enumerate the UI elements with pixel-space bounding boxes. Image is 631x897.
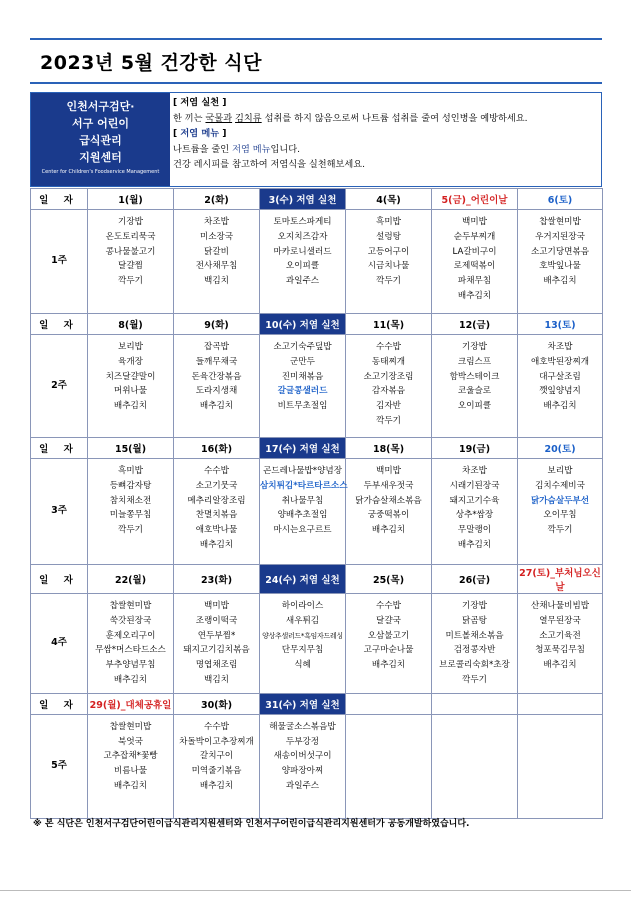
menu-item: 고등어구이 xyxy=(367,246,410,257)
menu-item: 오이피클 xyxy=(285,261,320,272)
menu-row xyxy=(31,459,603,565)
menu-cell xyxy=(346,459,432,565)
menu-cell xyxy=(346,335,432,438)
bottom-rule xyxy=(0,890,631,891)
menu-item: 오이피클 xyxy=(457,401,492,412)
footnote: ※ 본 식단은 인천서구검단어린이급식관리지원센터와 인천서구어린이급식관리지원센터가 공동개발하였습니다. xyxy=(33,819,470,829)
menu-item: 수수밥 xyxy=(376,601,401,611)
menu-item: 차조밥 xyxy=(462,466,487,476)
menu-cell xyxy=(518,210,603,314)
menu-item: 들깨무채국 xyxy=(195,356,238,367)
menu-item: 배추김치 xyxy=(199,539,234,550)
menu-item: 찹쌀현미밥 xyxy=(109,601,152,611)
date-cell: 16(화) xyxy=(174,438,260,459)
menu-cell xyxy=(174,459,260,565)
date-cell: 23(화) xyxy=(174,565,260,594)
menu-item: 머위나물 xyxy=(113,386,148,397)
date-cell: 2(화) xyxy=(174,189,260,210)
date-header-row xyxy=(31,565,603,594)
menu-item: 달걀찜 xyxy=(118,261,143,272)
menu-item: 흑미밥 xyxy=(376,217,401,227)
info-box xyxy=(30,92,602,187)
menu-item: 배추김치 xyxy=(457,539,492,550)
menu-item: 조랭이떡국 xyxy=(195,615,238,626)
menu-item: 크림스프 xyxy=(457,356,492,367)
menu-cell xyxy=(260,594,346,694)
menu-item: 보리밥 xyxy=(118,342,143,352)
menu-item: 두부강정 xyxy=(285,736,320,747)
note-underline-kimchi: 김치류 xyxy=(235,112,262,124)
menu-item: 미역줄기볶음 xyxy=(191,766,242,777)
menu-item: 진미채볶음 xyxy=(281,371,324,382)
menu-item: 고추잡채*꽃빵 xyxy=(103,751,158,762)
date-cell: 5(금)_어린이날 xyxy=(432,189,518,210)
menu-item: 차돌박이고추장찌개 xyxy=(179,736,254,747)
menu-item: 닭갈비 xyxy=(204,246,229,257)
menu-cell xyxy=(174,210,260,314)
menu-item: 백미밥 xyxy=(376,466,401,476)
menu-item: 돼지고기수육 xyxy=(449,495,500,506)
note-text: 입니다. xyxy=(270,143,301,155)
day-label-cell: 일 자 xyxy=(31,189,88,210)
menu-item: 군만두 xyxy=(290,356,315,367)
menu-cell xyxy=(432,335,518,438)
menu-item: 해물굴소스볶음밥 xyxy=(269,721,336,732)
menu-cell xyxy=(88,594,174,694)
menu-item: 잡곡밥 xyxy=(204,342,229,352)
menu-cell xyxy=(260,335,346,438)
menu-item: 차조밥 xyxy=(547,342,573,352)
date-cell: 6(토) xyxy=(518,189,603,210)
menu-item: 양배추초절임 xyxy=(277,510,328,521)
menu-cell xyxy=(432,459,518,565)
day-label-cell: 일 자 xyxy=(31,438,88,459)
note-highlight: 저염 메뉴 xyxy=(232,143,271,155)
page-title: 2023년 5월 건강한 식단 xyxy=(40,52,262,74)
note-bracket: ] xyxy=(219,128,227,139)
menu-item: 배추김치 xyxy=(113,401,148,412)
menu-row xyxy=(31,210,603,314)
menu-item: 깍두기 xyxy=(462,674,487,685)
date-cell: 30(화) xyxy=(174,693,260,714)
menu-item: 미소장국 xyxy=(199,231,234,242)
menu-item: 백김치 xyxy=(204,674,229,685)
date-cell: 11(목) xyxy=(346,314,432,335)
menu-item: 온도토리묵국 xyxy=(105,231,156,242)
note-heading-word: 저염 메뉴 xyxy=(180,128,220,139)
menu-item: 오이무침 xyxy=(543,510,577,521)
menu-item: 과일주스 xyxy=(285,780,320,791)
menu-item: 닭가슴살채소볶음 xyxy=(355,495,422,506)
menu-item: 깍두기 xyxy=(376,276,401,287)
title-underline xyxy=(30,82,602,84)
note-line-3: 건강 레시피를 참고하여 저염식을 실천해보세요. xyxy=(173,159,366,170)
menu-item: 새송이버섯구이 xyxy=(273,751,332,762)
menu-item: 돈육간장볶음 xyxy=(191,371,242,382)
menu-cell xyxy=(518,459,603,565)
date-header-row xyxy=(31,314,603,335)
menu-item: 양상추샐러드*흑임자드레싱 xyxy=(262,631,343,640)
menu-item: 소고기뭇국 xyxy=(195,480,238,491)
menu-item: 기장밥 xyxy=(462,601,487,611)
date-cell: 19(금) xyxy=(432,438,518,459)
menu-item: 배추김치 xyxy=(457,290,492,301)
menu-item: 양파장아찌 xyxy=(281,766,324,777)
menu-item: LA갈비구이 xyxy=(452,246,497,257)
note-heading-menu xyxy=(173,126,598,142)
date-cell: 24(수) 저염 실천 xyxy=(260,565,346,594)
date-cell: 3(수) 저염 실천 xyxy=(260,189,346,210)
org-subtitle: Center for Children's Foodservice Management xyxy=(41,169,160,175)
menu-item: 기장밥 xyxy=(462,342,487,352)
menu-cell xyxy=(174,335,260,438)
menu-item: 백미밥 xyxy=(204,601,229,611)
week-label: 3주 xyxy=(31,459,88,565)
menu-item: 깍두기 xyxy=(118,525,143,536)
note-bracket: [ xyxy=(173,128,181,139)
date-cell xyxy=(346,693,432,714)
menu-item: 고구마순나물 xyxy=(363,645,414,656)
menu-item: 시금치나물 xyxy=(367,261,410,272)
menu-item: 찹쌀현미밥 xyxy=(539,217,581,227)
org-line-2: 서구 어린이 xyxy=(72,117,129,130)
menu-table xyxy=(30,188,603,819)
menu-item: 소고기장조림 xyxy=(363,371,414,382)
menu-cell xyxy=(346,210,432,314)
date-header-row xyxy=(31,693,603,714)
menu-cell xyxy=(518,714,603,818)
menu-item: 산채나물비빔밥 xyxy=(530,601,590,611)
day-label-cell: 일 자 xyxy=(31,693,88,714)
menu-item: 우거지된장국 xyxy=(535,231,585,242)
menu-cell xyxy=(174,714,260,818)
menu-row xyxy=(31,594,603,694)
menu-item: 취나물무침 xyxy=(281,495,324,506)
menu-cell xyxy=(260,459,346,565)
menu-item: 찬멸치볶음 xyxy=(195,510,238,521)
note-heading-practice: [ 저염 실천 ] xyxy=(173,97,227,108)
menu-item: 시래기된장국 xyxy=(449,480,500,491)
menu-item: 애호박나물 xyxy=(195,525,238,536)
menu-item: 참치채소전 xyxy=(109,495,152,506)
date-cell xyxy=(432,693,518,714)
menu-item: 미트볼채소볶음 xyxy=(445,630,504,641)
menu-item: 치즈달걀말이 xyxy=(105,371,156,382)
menu-item: 돼지고기김치볶음 xyxy=(183,645,250,656)
menu-item: 동태찌개 xyxy=(371,356,406,367)
date-cell: 20(토) xyxy=(518,438,603,459)
menu-item: 오지치즈감자 xyxy=(277,231,328,242)
menu-item: 부추양념무침 xyxy=(105,660,156,671)
menu-item: 배추김치 xyxy=(543,401,577,412)
menu-item: 백미밥 xyxy=(462,217,487,227)
menu-item: 감자볶음 xyxy=(371,386,406,397)
menu-item: 함박스테이크 xyxy=(449,371,500,382)
menu-item: 무쌈*머스타드소스 xyxy=(95,645,166,656)
menu-row xyxy=(31,714,603,818)
org-line-3: 급식관리 xyxy=(79,134,122,147)
date-cell: 31(수) 저염 실천 xyxy=(260,693,346,714)
menu-item: 소고기당면볶음 xyxy=(530,246,590,257)
menu-cell xyxy=(260,210,346,314)
menu-item: 소고기숙주덮밥 xyxy=(273,342,332,352)
menu-item: 수수밥 xyxy=(204,466,229,476)
menu-item: 쑥갓된장국 xyxy=(109,615,152,626)
menu-item: 파채무침 xyxy=(457,276,492,287)
week-label: 2주 xyxy=(31,335,88,438)
menu-item: 로제떡볶이 xyxy=(453,261,496,272)
menu-item: 깍두기 xyxy=(376,415,401,426)
menu-item: 삼치튀김*타르타르소스 xyxy=(260,480,348,491)
menu-item: 백김치 xyxy=(204,276,229,287)
menu-item: 차조밥 xyxy=(204,217,229,227)
menu-item: 흑미밥 xyxy=(118,466,143,476)
menu-cell xyxy=(174,594,260,694)
menu-item: 곤드레나물밥*양념장 xyxy=(262,466,342,476)
menu-item: 청포묵김무침 xyxy=(535,645,585,656)
org-badge xyxy=(31,93,170,186)
menu-item: 열무된장국 xyxy=(539,615,581,626)
menu-item: 김치수제비국 xyxy=(535,480,585,491)
menu-item: 배추김치 xyxy=(113,674,148,685)
low-salt-notes xyxy=(173,95,598,173)
menu-cell xyxy=(346,594,432,694)
menu-item: 토마토스파게티 xyxy=(273,217,332,227)
menu-item: 궁중떡볶이 xyxy=(367,510,410,521)
menu-cell xyxy=(346,714,432,818)
menu-table-body xyxy=(31,189,603,819)
note-text: 섭취를 하지 않음으로써 나트륨 섭취를 줄여 성인병을 예방하세요. xyxy=(261,112,528,124)
date-cell: 1(월) xyxy=(88,189,174,210)
menu-item: 배추김치 xyxy=(113,780,148,791)
menu-item: 검정콩자반 xyxy=(453,645,496,656)
menu-item: 브로콜리숙회*초장 xyxy=(439,660,510,671)
menu-item: 훈제오리구이 xyxy=(105,630,156,641)
date-cell: 25(목) xyxy=(346,565,432,594)
date-cell xyxy=(518,693,603,714)
menu-item: 전사채무침 xyxy=(195,261,238,272)
menu-item: 닭곰탕 xyxy=(462,615,487,626)
menu-item: 보리밥 xyxy=(547,466,573,476)
menu-item: 김자반 xyxy=(376,401,401,412)
note-line-1 xyxy=(173,111,598,127)
org-line-1: 인천서구검단· xyxy=(66,100,135,113)
top-rule xyxy=(30,38,602,40)
menu-item: 명엽채조림 xyxy=(195,660,238,671)
menu-cell xyxy=(432,210,518,314)
menu-item: 단무지무침 xyxy=(281,645,324,656)
date-cell: 13(토) xyxy=(518,314,603,335)
note-line-2 xyxy=(173,142,598,158)
date-cell: 18(목) xyxy=(346,438,432,459)
menu-item: 찹쌀현미밥 xyxy=(109,721,152,732)
menu-item: 배추김치 xyxy=(371,525,406,536)
week-label: 4주 xyxy=(31,594,88,694)
menu-item: 마시는요구르트 xyxy=(273,525,332,536)
week-label: 1주 xyxy=(31,210,88,314)
menu-item: 오삼불고기 xyxy=(367,630,410,641)
menu-item: 메추리알장조림 xyxy=(187,495,246,506)
menu-cell xyxy=(518,335,603,438)
menu-item: 비트무초절임 xyxy=(277,401,328,412)
menu-item: 배추김치 xyxy=(543,660,577,671)
menu-row xyxy=(31,335,603,438)
date-cell: 9(화) xyxy=(174,314,260,335)
menu-cell xyxy=(432,594,518,694)
menu-item: 소고기육전 xyxy=(539,630,581,641)
menu-item: 호박잎나물 xyxy=(539,261,581,272)
date-cell: 12(금) xyxy=(432,314,518,335)
menu-item: 수수밥 xyxy=(204,721,229,732)
menu-item: 닭가슴살두부선 xyxy=(530,495,590,506)
menu-item: 배추김치 xyxy=(543,276,577,287)
menu-item: 식혜 xyxy=(294,660,311,671)
menu-item: 설렁탕 xyxy=(376,231,401,242)
note-underline-soup: 국물과 xyxy=(205,112,233,124)
menu-item: 두부새우젓국 xyxy=(363,480,414,491)
menu-item: 등뼈감자탕 xyxy=(109,480,152,491)
menu-item: 애호박된장찌개 xyxy=(530,356,590,367)
date-cell: 8(월) xyxy=(88,314,174,335)
date-header-row xyxy=(31,438,603,459)
menu-cell xyxy=(518,594,603,694)
menu-item: 배추김치 xyxy=(199,780,234,791)
menu-cell xyxy=(88,459,174,565)
menu-item: 무말랭이 xyxy=(457,525,492,536)
day-label-cell: 일 자 xyxy=(31,565,88,594)
note-text: 나트륨을 줄인 xyxy=(173,143,233,155)
date-cell: 26(금) xyxy=(432,565,518,594)
menu-item: 마카로니샐러드 xyxy=(273,246,332,257)
menu-item: 순두부찌개 xyxy=(453,231,496,242)
menu-cell xyxy=(88,210,174,314)
date-cell: 17(수) 저염 실천 xyxy=(260,438,346,459)
menu-item: 도라지생채 xyxy=(195,386,238,397)
date-cell: 10(수) 저염 실천 xyxy=(260,314,346,335)
menu-cell xyxy=(260,714,346,818)
menu-cell xyxy=(88,335,174,438)
menu-item: 달걀국 xyxy=(376,615,401,626)
menu-item: 기장밥 xyxy=(118,217,143,227)
menu-item: 미늘쫑무침 xyxy=(109,510,152,521)
date-cell: 29(월)_대체공휴일 xyxy=(88,693,174,714)
date-cell: 15(월) xyxy=(88,438,174,459)
menu-item: 북엇국 xyxy=(118,736,143,747)
menu-item: 깍두기 xyxy=(547,525,573,536)
menu-item: 콩나물불고기 xyxy=(105,246,156,257)
menu-item: 비름나물 xyxy=(113,766,148,777)
menu-item: 배추김치 xyxy=(371,660,406,671)
menu-item: 배추김치 xyxy=(199,401,234,412)
menu-cell xyxy=(432,714,518,818)
menu-item: 상추*쌈장 xyxy=(455,510,494,521)
menu-item: 과일주스 xyxy=(285,276,320,287)
menu-item: 육개장 xyxy=(118,356,143,367)
note-text: 한 끼는 xyxy=(173,112,206,124)
org-line-4: 지원센터 xyxy=(79,151,122,164)
menu-item: 깍두기 xyxy=(118,276,143,287)
menu-item: 깻잎양념지 xyxy=(539,386,581,397)
menu-item: 코울슬로 xyxy=(457,386,492,397)
menu-item: 수수밥 xyxy=(376,342,401,352)
week-label: 5주 xyxy=(31,714,88,818)
date-cell: 27(토)_부처님오신날 xyxy=(518,565,603,594)
date-cell: 4(목) xyxy=(346,189,432,210)
date-header-row xyxy=(31,189,603,210)
day-label-cell: 일 자 xyxy=(31,314,88,335)
menu-cell xyxy=(88,714,174,818)
menu-item: 갈글콩샐러드 xyxy=(277,386,328,397)
menu-item: 하이라이스 xyxy=(281,601,324,611)
date-cell: 22(월) xyxy=(88,565,174,594)
menu-item: 대구살조림 xyxy=(539,371,581,382)
menu-item: 갈치구이 xyxy=(199,751,234,762)
menu-item: 새우튀김 xyxy=(285,615,320,626)
menu-item: 연두부찜* xyxy=(197,630,236,641)
